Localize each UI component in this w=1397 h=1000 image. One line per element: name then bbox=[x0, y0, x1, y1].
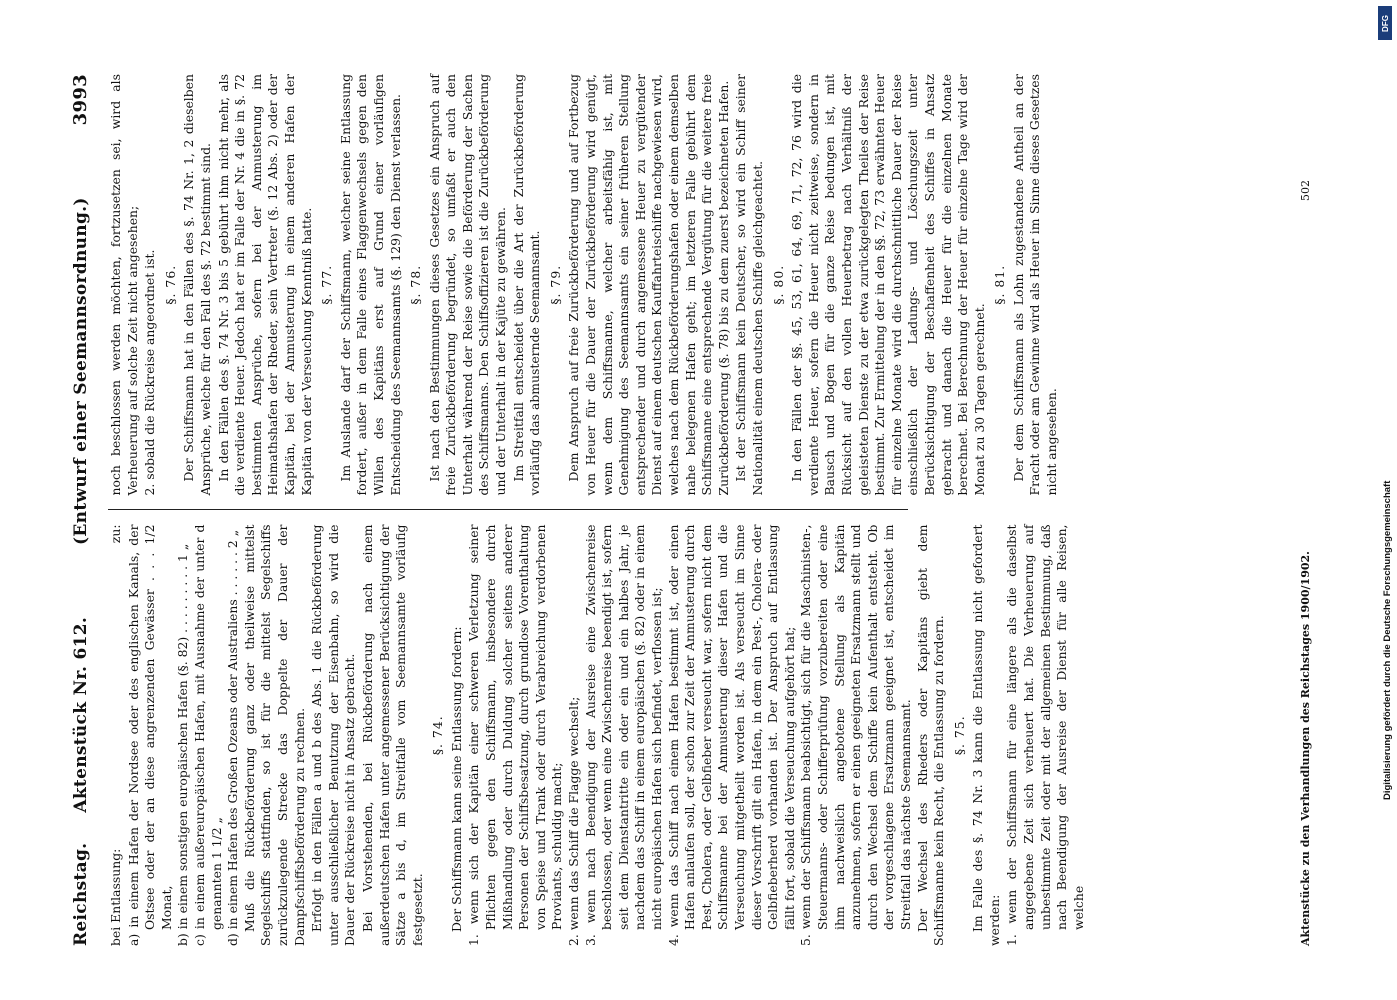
section-75-item-1: 1. wenn der Schiffsmann für eine längere als die daselbst angegebene Zeit sich verheuert hat. Die Verheuerung auf unbestimmte Zeit oder mit der allgemeinen Bestimmung, daß nach Beendigung der Ausreise der Dienst für alle Reisen, welche bbox=[1004, 524, 1086, 946]
dfg-logo-badge bbox=[1378, 6, 1392, 40]
section-74-intro: Der Schiffsmann kann seine Entlassung fordern: bbox=[448, 626, 464, 932]
left-zu: zu: bbox=[108, 524, 123, 544]
left-paragraph-1: Muß die Rückbeförderung ganz oder theilweise mittelst Segelschiffs stattfinden, so ist für die mittelst Segelschiffs zurückzulegende Strecke das Doppelte der Dauer der Dampfschiffsbeförderung zu rechnen. bbox=[241, 524, 307, 946]
column-divider bbox=[108, 510, 908, 511]
right-paragraph-7: Dem Anspruch auf freie Zurückbeförderung und auf Fortbezug von Heuer für die Dauer der Zurückbeförderung wird genügt, wenn dem Schiffsmanne, welcher arbeitsfähig ist, mit Genehmigung des Seemannsamts ein seiner früheren Stellung entsprechender und durch angemessene Heuer zu vergütender Dienst auf einem deutschen Kauffahrteischiffe nachgewiesen wird, welches nach dem Rückbeförderungshafen oder einem demselben nahe belegenen Hafen geht; im letzteren Falle gebührt dem Schiffsmanne eine entsprechende Vergütung für die weitere freie Zurückbeförderung (§. 78) bis zu dem zuerst bezeichneten Hafen. bbox=[566, 74, 731, 496]
right-paragraph-6: Im Streitfall entscheidet über die Art der Zurückbeförderung vorläufig das abmusternde Seemannsamt. bbox=[510, 74, 543, 496]
left-item-b: b) in einem sonstigen europäischen Hafen (§. 82) . . . . . . . . . 1 „ bbox=[175, 543, 191, 946]
section-80-heading: §. 80. bbox=[770, 264, 786, 305]
left-paragraph-4: Der Wechsel des Rheders oder Kapitäns giebt dem Schiffsmanne kein Recht, die Entlassung zu fordern. bbox=[914, 524, 947, 946]
section-74-item-5: 5. wenn der Schiffsmann beabsichtigt, sich für die Maschinisten-, Steuermanns- oder Schifferprüfung vorzubereiten oder eine ihm nachweislich angebotene Stellung als Kapitän anzunehmen, sofern er einen geeigneten Ersatzmann stellt und durch den Wechsel dem Schiffe kein Aufenthalt entsteht. Ob der vorgeschlagene Ersatzmann geeignet ist, entscheidet im Streitfall das nächste Seemannsamt. bbox=[798, 524, 913, 946]
left-paragraph-2: Erfolgt in den Fällen a und b des Abs. 1 die Rückbeförderung unter ausschließlicher Benutzung der Eisenbahn, so wird die Dauer der Rückreise nicht in Ansatz gebracht. bbox=[309, 524, 358, 946]
left-item-c: c) in einem außereuropäischen Hafen, mit Ausnahme der unter d genannten 1 1/2 „ bbox=[191, 524, 224, 946]
section-78-heading: §. 78. bbox=[408, 264, 424, 305]
section-74-item-4: 4. wenn das Schiff nach einem Hafen bestimmt ist, oder einen Hafen anlaufen soll, der schon zur Zeit der Anmusterung durch Pest, Cholera, oder Gelbfieber verseucht war, sofern nicht dem Schiffsmanne bei der Anmusterung dieser Hafen und die Verseuchung mitgetheilt worden ist. Als verseucht im Sinne dieser Vorschrift gilt ein Hafen, in dem ein Pest-, Cholera- oder Gelbfieberherd vorhanden ist. Der Anspruch auf Entlassung fällt fort, sobald die Verseuchung aufgehört hat; bbox=[665, 524, 797, 946]
right-paragraph-9: In den Fällen der §§. 45, 53, 61, 64, 69, 71, 72, 76 wird die verdiente Heuer, sofern die Heuer nicht zeitweise, sondern in Bausch und Bogen für die ganze Reise bedungen ist, mit Rücksicht auf den vollen Heuerbetrag nach Verhältniß der geleisteten Dienste zu der etwa zurückgelegten Theiles der Reise bestimmt. Zur Ermittelung der in den §§. 72, 73 erwähnten Heuer für einzelne Monate wird die durchschnittliche Dauer der Reise einschließlich der Ladungs- und Löschungszeit unter Berücksichtigung der Beschaffenheit des Schiffes in Ansatz gebracht und danach die Heuer für die einzelnen Monate berechnet. Bei Berechnung der Heuer für einzelne Tage wird der Monat zu 30 Tagen gerechnet. bbox=[789, 74, 987, 496]
right-paragraph-2: Der Schiffsmann hat in den Fällen des §. 74 Nr. 1, 2 dieselben Ansprüche, welche für den Fall des §. 72 bestimmt sind. bbox=[181, 74, 213, 496]
header-page-number: 3993 bbox=[70, 74, 91, 126]
section-75-intro: Im Falle des §. 74 Nr. 3 kann die Entlassung nicht gefordert werden: bbox=[970, 524, 1002, 946]
right-paragraph-1: noch beschlossen werden möchten, fortzusetzen sei, wird als Verheuerung auf solche Zeit nicht angesehen; bbox=[108, 74, 140, 496]
left-item-a: a) in einem Hafen der Nordsee oder des englischen Kanals, der Ostsee oder der an diese angrenzenden Gewässer . . . 1/2 Monat, bbox=[125, 524, 174, 946]
text-columns bbox=[108, 74, 1086, 946]
section-76-heading: §. 76. bbox=[162, 264, 178, 305]
right-paragraph-3: In den Fällen des §. 74 Nr. 3 bis 5 gebührt ihm nicht mehr, als die verdiente Heuer. Jedoch hat er im Falle der Nr. 4 die in §. 72 bestimmten Ansprüche, sofern bei der Anmusterung im Heimathshafen der Rheder, sein Vertreter (§. 12 Abs. 2) oder der Kapitän, bei der Anmusterung in einem anderen Hafen der Kapitän von der Verseuchung Kenntniß hatte. bbox=[215, 74, 314, 496]
section-74-item-2: 2. wenn das Schiff die Flagge wechselt; bbox=[566, 696, 582, 946]
right-item-2: 2. sobald die Rückreise angeordnet ist. bbox=[142, 249, 158, 496]
footer-note: Aktenstücke zu den Verhandlungen des Reichstages 1900/1902. bbox=[1299, 551, 1312, 946]
section-81-heading: §. 81. bbox=[992, 264, 1008, 305]
left-item-d: d) in einem Hafen des Großen Ozeans oder Australiens . . . . . . 2 „ bbox=[225, 529, 241, 946]
header-reichstag: Reichstag. bbox=[71, 842, 91, 946]
rotated-document-page bbox=[60, 60, 1350, 960]
section-74-item-3: 3. wenn nach Beendigung der Ausreise eine Zwischenreise beschlossen, oder wenn eine Zwischenreise beendigt ist, sofern seit dem Dienstantritte ein oder ein und ein halbes Jahr, je nachdem das Schiff in einem europäischen (§. 82) oder in einem nicht europäischen Hafen sich befindet, verflossen ist; bbox=[582, 524, 664, 946]
left-column bbox=[108, 524, 1086, 947]
right-paragraph-8: Ist der Schiffsmann kein Deutscher, so wird ein Schiff seiner Nationalität einem deutschen Schiffe gleichgeachtet. bbox=[733, 74, 765, 496]
header-title: (Entwurf einer Seemannsordnung.) bbox=[71, 197, 91, 545]
left-paragraph-3: Bei Vorstehenden, bei Rückbeförderung nach einem außerdeutschen Hafen unter angemessener Berücksichtigung der Sätze a bis d, im Streitfalle vom Seemannsamte vorläufig festgesetzt. bbox=[359, 524, 425, 946]
left-intro: bei Entlassung: zu: bbox=[108, 524, 123, 946]
section-77-heading: §. 77. bbox=[319, 264, 335, 305]
section-74-item-1: 1. wenn sich der Kapitän einer schweren Verletzung seiner Pflichten gegen den Schiffsmann, insbesondere durch Mißhandlung oder durch Duldung solcher seitens anderer Personen der Schiffsbesatzung, durch grundlose Vorenthaltung von Speise und Trank oder durch Verabreichung verdorbenen Proviants, schuldig macht; bbox=[466, 524, 565, 946]
right-paragraph-4: Im Auslande darf der Schiffsmann, welcher seine Entlassung fordert, außer in dem Falle eines Flaggenwechsels gegen den Willen des Kapitäns erst auf Grund einer vorläufigen Entscheidung des Seemannsamts (§. 129) den Dienst verlassen. bbox=[337, 74, 403, 496]
page-header bbox=[70, 74, 98, 946]
dfg-logo-text: DFG bbox=[1380, 14, 1390, 32]
section-75-heading: §. 75. bbox=[951, 715, 967, 756]
header-aktenstueck: Aktenstück Nr. 612. bbox=[71, 616, 91, 813]
right-paragraph-10: Der dem Schiffsmann als Lohn zugestandene Antheil an der Fracht oder am Gewinne wird als Heuer im Sinne dieses Gesetzes nicht angesehen. bbox=[1010, 74, 1060, 496]
footer-page-number: 502 bbox=[1299, 180, 1312, 201]
section-74-heading: §. 74. bbox=[430, 715, 446, 756]
right-paragraph-5: Ist nach den Bestimmungen dieses Gesetzes ein Anspruch auf freie Zurückbeförderung begründet, so umfaßt er auch den Unterhalt während der Reise sowie die Beförderung der Sachen des Schiffsmanns. Den Schiffsoffizieren ist die Zurückbeförderung und der Unterhalt in der Kajüte zu gewähren. bbox=[426, 74, 509, 496]
right-column bbox=[108, 74, 1060, 496]
header-left bbox=[71, 617, 91, 946]
digitization-credit: Digitalisierung gefördert durch die Deutsche Forschungsgemeinschaft bbox=[1382, 480, 1393, 800]
section-79-heading: §. 79. bbox=[547, 264, 563, 305]
